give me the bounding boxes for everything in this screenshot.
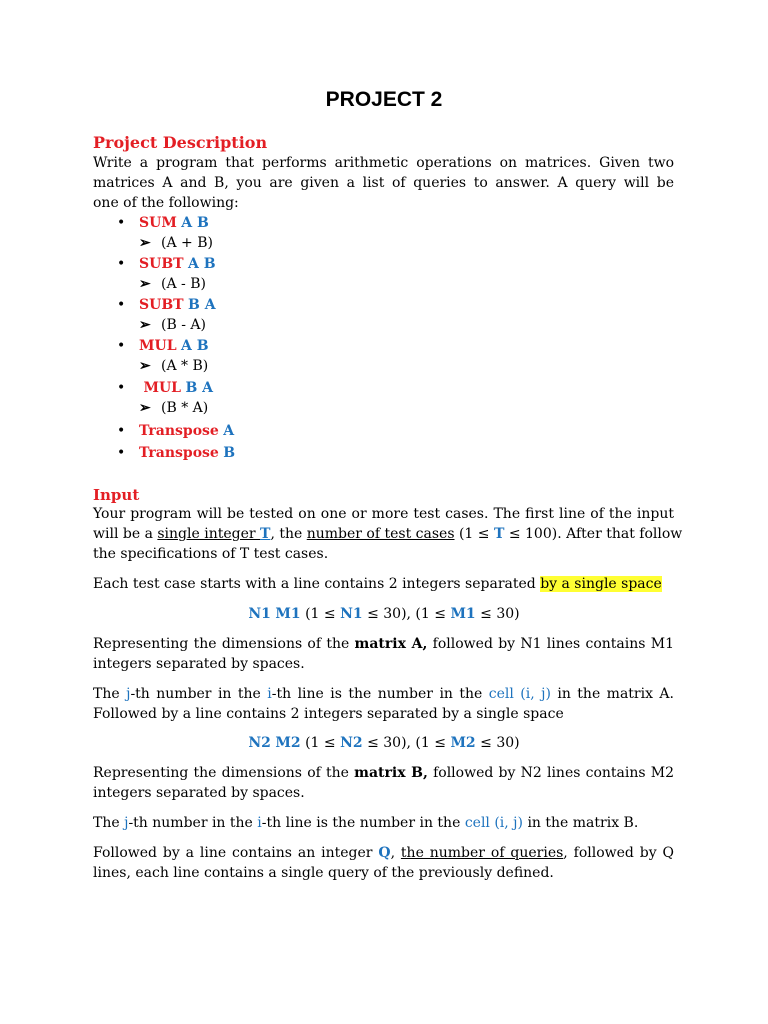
bullet-icon: • <box>117 338 126 354</box>
arrow-icon: ➢ <box>139 276 151 292</box>
page-title: PROJECT 2 <box>325 88 443 111</box>
description-line-2: matrices A and B, you are given a list of queries to answer. A query will be <box>93 175 674 191</box>
arrow-icon: ➢ <box>139 317 151 333</box>
input-paragraph-1-line-2: will be a single integer T, the number of test cases (1 ≤ T ≤ 100). After that follow <box>93 526 683 542</box>
input-heading: Input <box>93 486 140 504</box>
input-paragraph-3-line-2: integers separated by spaces. <box>93 656 305 672</box>
input-paragraph-7-line-2: lines, each line contains a single query of the previously defined. <box>93 865 554 881</box>
query-expr-mul-ba: ➢ (B * A) <box>139 400 209 416</box>
query-item-mul-ba: • MUL B A <box>117 380 214 396</box>
input-paragraph-3-line-1: Representing the dimensions of the matrix A, followed by N1 lines contains M1 <box>93 636 674 652</box>
arrow-icon: ➢ <box>139 400 151 416</box>
input-paragraph-2: Each test case starts with a line contains 2 integers separated by a single space <box>93 576 662 592</box>
input-paragraph-5-line-1: Representing the dimensions of the matrix B, followed by N2 lines contains M2 <box>93 765 675 781</box>
description-heading: Project Description <box>93 133 268 152</box>
query-expr-subt-ba: ➢ (B - A) <box>139 317 206 333</box>
query-item-mul-ab: • MUL A B <box>117 338 209 354</box>
description-line-3: one of the following: <box>93 195 239 211</box>
equation-matrix-b: N2 M2 (1 ≤ N2 ≤ 30), (1 ≤ M2 ≤ 30) <box>248 735 520 751</box>
bullet-icon: • <box>117 256 126 272</box>
bullet-icon: • <box>117 380 126 396</box>
query-expr-mul-ab: ➢ (A * B) <box>139 358 209 374</box>
arrow-icon: ➢ <box>139 235 151 251</box>
bullet-icon: • <box>117 297 126 313</box>
arrow-icon: ➢ <box>139 358 151 374</box>
query-item-subt-ba: • SUBT B A <box>117 297 216 313</box>
bullet-icon: • <box>117 423 126 439</box>
equation-matrix-a: N1 M1 (1 ≤ N1 ≤ 30), (1 ≤ M1 ≤ 30) <box>248 606 520 622</box>
input-paragraph-6: The j-th number in the i-th line is the number in the cell (i, j) in the matrix B. <box>93 815 639 831</box>
input-paragraph-4-line-2: Followed by a line contains 2 integers separated by a single space <box>93 706 564 722</box>
input-paragraph-7-line-1: Followed by a line contains an integer Q, the number of queries, followed by Q <box>93 845 675 861</box>
query-item-sum-ab: • SUM A B <box>117 215 209 231</box>
description-line-1: Write a program that performs arithmetic operations on matrices. Given two <box>93 155 674 171</box>
query-item-transpose-b: • Transpose B <box>117 445 236 461</box>
bullet-icon: • <box>117 445 126 461</box>
input-paragraph-1-line-3: the specifications of T test cases. <box>93 546 329 562</box>
input-paragraph-4-line-1: The j-th number in the i-th line is the number in the cell (i, j) in the matrix A. <box>93 686 674 702</box>
highlighted-text: by a single space <box>540 576 662 592</box>
query-expr-subt-ab: ➢ (A - B) <box>139 276 206 292</box>
query-expr-sum-ab: ➢ (A + B) <box>139 235 213 251</box>
query-item-transpose-a: • Transpose A <box>117 423 235 439</box>
bullet-icon: • <box>117 215 126 231</box>
query-item-subt-ab: • SUBT A B <box>117 256 216 272</box>
input-paragraph-5-line-2: integers separated by spaces. <box>93 785 305 801</box>
input-paragraph-1-line-1: Your program will be tested on one or more test cases. The first line of the input <box>93 506 674 522</box>
